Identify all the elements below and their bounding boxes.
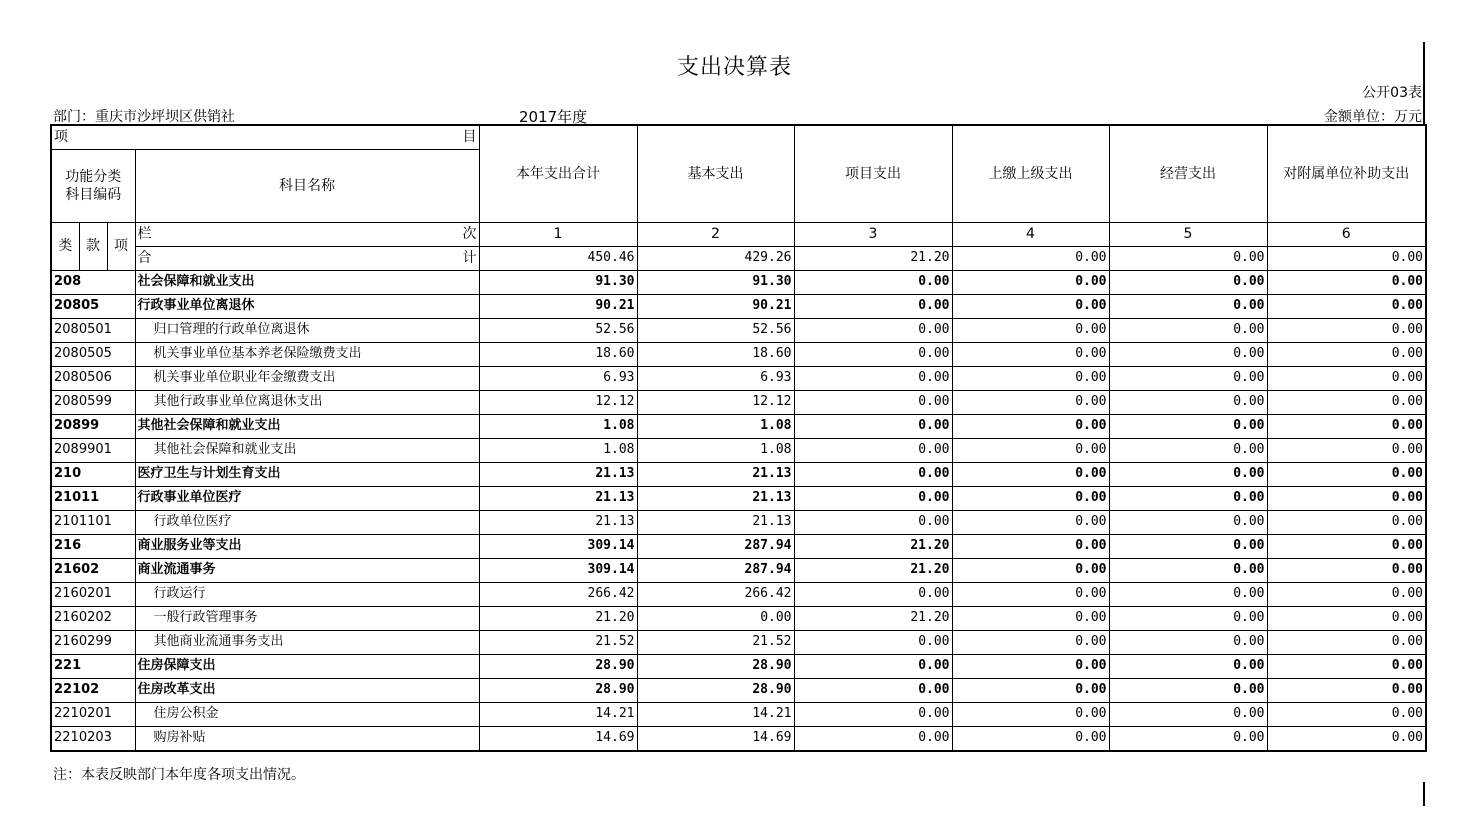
row-value-v4: 0.00	[952, 414, 1109, 438]
col-header-upper: 上缴上级支出	[952, 125, 1109, 222]
row-code: 2160201	[51, 582, 135, 606]
table-row	[51, 630, 1426, 654]
row-value-v2: 21.13	[637, 486, 794, 510]
table-row	[51, 414, 1426, 438]
row-value-v5: 0.00	[1109, 438, 1267, 462]
table-row	[51, 510, 1426, 534]
row-code: 210	[51, 462, 135, 486]
col-header-subsidy: 对附属单位补助支出	[1267, 125, 1426, 222]
row-value-v6: 0.00	[1267, 462, 1426, 486]
row-value-v6: 0.00	[1267, 438, 1426, 462]
row-value-v2: 18.60	[637, 342, 794, 366]
lei-header: 类	[51, 222, 79, 270]
footnote: 注：本表反映部门本年度各项支出情况。	[53, 767, 305, 783]
row-value-v1: 14.69	[479, 726, 637, 751]
table-row	[51, 318, 1426, 342]
row-value-v1: 1.08	[479, 414, 637, 438]
item-header-cell	[51, 125, 479, 149]
row-value-v3: 0.00	[794, 270, 952, 294]
row-value-v1: 52.56	[479, 318, 637, 342]
row-name: 住房改革支出	[135, 678, 479, 702]
row-name: 其他社会保障和就业支出	[135, 414, 479, 438]
row-value-v5: 0.00	[1109, 534, 1267, 558]
row-code: 2080501	[51, 318, 135, 342]
row-value-v2: 90.21	[637, 294, 794, 318]
col-number: 4	[952, 222, 1109, 246]
row-code: 208	[51, 270, 135, 294]
row-value-v2: 287.94	[637, 558, 794, 582]
row-value-v6: 0.00	[1267, 534, 1426, 558]
row-value-v1: 309.14	[479, 534, 637, 558]
row-value-v3: 0.00	[794, 582, 952, 606]
row-value-v5: 0.00	[1109, 462, 1267, 486]
row-name: 行政运行	[135, 582, 479, 606]
row-name: 社会保障和就业支出	[135, 270, 479, 294]
table-row	[51, 558, 1426, 582]
table-row	[51, 606, 1426, 630]
row-value-v5: 0.00	[1109, 270, 1267, 294]
row-value-v5: 0.00	[1109, 630, 1267, 654]
row-value-v1: 18.60	[479, 342, 637, 366]
row-code: 20805	[51, 294, 135, 318]
row-name: 其他商业流通事务支出	[135, 630, 479, 654]
row-value-v3: 0.00	[794, 342, 952, 366]
row-value-v3: 21.20	[794, 606, 952, 630]
row-value-v4: 0.00	[952, 366, 1109, 390]
col-header-total: 本年支出合计	[479, 125, 637, 222]
row-name: 商业流通事务	[135, 558, 479, 582]
col-header-basic: 基本支出	[637, 125, 794, 222]
row-value-v3: 0.00	[794, 366, 952, 390]
row-name: 购房补贴	[135, 726, 479, 751]
table-row	[51, 342, 1426, 366]
row-value-v4: 0.00	[952, 438, 1109, 462]
row-value-v6: 0.00	[1267, 726, 1426, 751]
row-code: 22102	[51, 678, 135, 702]
row-value-v2: 14.21	[637, 702, 794, 726]
row-value-v5: 0.00	[1109, 654, 1267, 678]
row-value-v3: 0.00	[794, 462, 952, 486]
row-code: 2080506	[51, 366, 135, 390]
row-value-v2: 1.08	[637, 438, 794, 462]
row-value-v4: 0.00	[952, 606, 1109, 630]
page-title: 支出决算表	[676, 55, 792, 80]
row-name: 机关事业单位职业年金缴费支出	[135, 366, 479, 390]
row-value-v6: 0.00	[1267, 366, 1426, 390]
row-value-v1: 1.08	[479, 438, 637, 462]
row-value-v1: 21.13	[479, 486, 637, 510]
row-value-v3: 21.20	[794, 534, 952, 558]
row-value-v1: 266.42	[479, 582, 637, 606]
row-value-v4: 0.00	[952, 462, 1109, 486]
row-value-v3: 0.00	[794, 702, 952, 726]
row-value-v3: 0.00	[794, 678, 952, 702]
row-value-v5: 0.00	[1109, 294, 1267, 318]
row-value-v2: 287.94	[637, 534, 794, 558]
row-value-v1: 28.90	[479, 678, 637, 702]
expenditure-table	[50, 124, 1427, 752]
table-row	[51, 270, 1426, 294]
table-row	[51, 438, 1426, 462]
row-value-v3: 0.00	[794, 654, 952, 678]
row-value-v2: 28.90	[637, 654, 794, 678]
item-label: 项	[54, 129, 68, 146]
row-code: 2210201	[51, 702, 135, 726]
row-value-v4: 0.00	[952, 582, 1109, 606]
row-value-v2: 266.42	[637, 582, 794, 606]
table-row	[51, 366, 1426, 390]
row-name: 医疗卫生与计划生育支出	[135, 462, 479, 486]
col-number: 5	[1109, 222, 1267, 246]
row-value-v4: 0.00	[952, 390, 1109, 414]
row-value-v3: 0.00	[794, 390, 952, 414]
row-code: 2089901	[51, 438, 135, 462]
row-value-v6: 0.00	[1267, 510, 1426, 534]
table-row	[51, 462, 1426, 486]
row-code: 216	[51, 534, 135, 558]
table-row	[51, 294, 1426, 318]
row-code: 2160299	[51, 630, 135, 654]
table-row	[51, 534, 1426, 558]
row-code: 21602	[51, 558, 135, 582]
page-edge-line	[1423, 782, 1425, 806]
row-value-v1: 12.12	[479, 390, 637, 414]
name-header: 科目名称	[135, 149, 479, 222]
row-value-v1: 91.30	[479, 270, 637, 294]
row-value-v2: 91.30	[637, 270, 794, 294]
row-value-v2: 12.12	[637, 390, 794, 414]
row-value-v4: 0.00	[952, 270, 1109, 294]
row-name: 住房公积金	[135, 702, 479, 726]
row-value-v2: 0.00	[637, 606, 794, 630]
row-name: 行政事业单位离退休	[135, 294, 479, 318]
row-value-v1: 6.93	[479, 366, 637, 390]
row-value-v4: 0.00	[952, 534, 1109, 558]
row-name: 住房保障支出	[135, 654, 479, 678]
row-code: 2160202	[51, 606, 135, 630]
row-value-v5: 0.00	[1109, 318, 1267, 342]
row-value-v4: 0.00	[952, 486, 1109, 510]
row-value-v6: 0.00	[1267, 606, 1426, 630]
row-value-v6: 0.00	[1267, 702, 1426, 726]
col-number: 1	[479, 222, 637, 246]
row-value-v1: 21.13	[479, 510, 637, 534]
row-value-v5: 0.00	[1109, 678, 1267, 702]
form-number: 公开03表	[1362, 85, 1422, 101]
row-code: 221	[51, 654, 135, 678]
row-value-v2: 21.52	[637, 630, 794, 654]
row-name: 一般行政管理事务	[135, 606, 479, 630]
row-value-v3: 0.00	[794, 486, 952, 510]
row-value-v6: 0.00	[1267, 318, 1426, 342]
row-value-v6: 0.00	[1267, 342, 1426, 366]
row-value-v6: 0.00	[1267, 654, 1426, 678]
col-number: 6	[1267, 222, 1426, 246]
row-value-v6: 0.00	[1267, 294, 1426, 318]
lan-ci-cell	[135, 222, 479, 246]
col-number: 3	[794, 222, 952, 246]
row-value-v2: 52.56	[637, 318, 794, 342]
row-name: 商业服务业等支出	[135, 534, 479, 558]
row-value-v3: 21.20	[794, 558, 952, 582]
row-value-v5: 0.00	[1109, 582, 1267, 606]
row-value-v4: 0.00	[952, 342, 1109, 366]
row-value-v5: 0.00	[1109, 366, 1267, 390]
row-code: 21011	[51, 486, 135, 510]
item-label-right: 目	[462, 129, 477, 146]
row-value-v6: 0.00	[1267, 390, 1426, 414]
total-value: 429.26	[637, 246, 794, 270]
row-value-v2: 6.93	[637, 366, 794, 390]
row-name: 其他行政事业单位离退休支出	[135, 390, 479, 414]
row-value-v6: 0.00	[1267, 630, 1426, 654]
ji-label: 计	[462, 250, 477, 266]
row-value-v5: 0.00	[1109, 342, 1267, 366]
row-value-v2: 21.13	[637, 462, 794, 486]
total-value: 0.00	[952, 246, 1109, 270]
col-header-operating: 经营支出	[1109, 125, 1267, 222]
row-value-v1: 90.21	[479, 294, 637, 318]
row-value-v4: 0.00	[952, 678, 1109, 702]
total-value: 0.00	[1267, 246, 1426, 270]
row-value-v6: 0.00	[1267, 414, 1426, 438]
department-label: 部门：重庆市沙坪坝区供销社	[53, 109, 235, 125]
row-name: 行政事业单位医疗	[135, 486, 479, 510]
row-code: 20899	[51, 414, 135, 438]
row-value-v5: 0.00	[1109, 414, 1267, 438]
table-row	[51, 726, 1426, 751]
row-value-v5: 0.00	[1109, 702, 1267, 726]
row-value-v1: 21.13	[479, 462, 637, 486]
row-value-v4: 0.00	[952, 654, 1109, 678]
row-value-v5: 0.00	[1109, 390, 1267, 414]
row-value-v1: 28.90	[479, 654, 637, 678]
he-label: 合	[137, 250, 152, 266]
row-value-v6: 0.00	[1267, 558, 1426, 582]
row-value-v3: 0.00	[794, 294, 952, 318]
page-edge-line	[1423, 42, 1425, 124]
row-value-v2: 1.08	[637, 414, 794, 438]
row-value-v1: 21.52	[479, 630, 637, 654]
total-value: 450.46	[479, 246, 637, 270]
row-value-v6: 0.00	[1267, 486, 1426, 510]
row-value-v2: 28.90	[637, 678, 794, 702]
row-value-v3: 0.00	[794, 510, 952, 534]
row-value-v4: 0.00	[952, 318, 1109, 342]
kuan-header: 款	[79, 222, 107, 270]
table-row	[51, 486, 1426, 510]
row-value-v4: 0.00	[952, 558, 1109, 582]
row-value-v5: 0.00	[1109, 606, 1267, 630]
row-value-v6: 0.00	[1267, 270, 1426, 294]
lan-label: 栏	[137, 226, 152, 242]
row-value-v3: 0.00	[794, 630, 952, 654]
amount-unit: 金额单位：万元	[1324, 109, 1422, 125]
row-value-v4: 0.00	[952, 294, 1109, 318]
total-value: 0.00	[1109, 246, 1267, 270]
row-value-v3: 0.00	[794, 726, 952, 751]
row-code: 2210203	[51, 726, 135, 751]
fiscal-year: 2017年度	[519, 108, 588, 126]
row-value-v3: 0.00	[794, 414, 952, 438]
xiang-header: 项	[107, 222, 135, 270]
total-value: 21.20	[794, 246, 952, 270]
row-value-v5: 0.00	[1109, 486, 1267, 510]
table-row	[51, 678, 1426, 702]
row-value-v6: 0.00	[1267, 678, 1426, 702]
table-row	[51, 702, 1426, 726]
table-row	[51, 390, 1426, 414]
col-header-project: 项目支出	[794, 125, 952, 222]
row-value-v2: 14.69	[637, 726, 794, 751]
row-value-v5: 0.00	[1109, 510, 1267, 534]
row-value-v5: 0.00	[1109, 558, 1267, 582]
row-value-v1: 21.20	[479, 606, 637, 630]
row-value-v3: 0.00	[794, 438, 952, 462]
row-name: 机关事业单位基本养老保险缴费支出	[135, 342, 479, 366]
row-name: 行政单位医疗	[135, 510, 479, 534]
row-value-v6: 0.00	[1267, 582, 1426, 606]
row-value-v1: 14.21	[479, 702, 637, 726]
row-name: 其他社会保障和就业支出	[135, 438, 479, 462]
table-row	[51, 654, 1426, 678]
row-value-v4: 0.00	[952, 702, 1109, 726]
row-value-v2: 21.13	[637, 510, 794, 534]
row-name: 归口管理的行政单位离退休	[135, 318, 479, 342]
row-value-v5: 0.00	[1109, 726, 1267, 751]
code-header: 功能分类 科目编码	[51, 149, 135, 222]
row-value-v1: 309.14	[479, 558, 637, 582]
row-value-v4: 0.00	[952, 510, 1109, 534]
row-value-v4: 0.00	[952, 630, 1109, 654]
row-code: 2101101	[51, 510, 135, 534]
row-code: 2080505	[51, 342, 135, 366]
row-value-v3: 0.00	[794, 318, 952, 342]
row-code: 2080599	[51, 390, 135, 414]
ci-label: 次	[462, 226, 477, 242]
table-row	[51, 582, 1426, 606]
row-value-v4: 0.00	[952, 726, 1109, 751]
total-label-cell	[135, 246, 479, 270]
col-number: 2	[637, 222, 794, 246]
